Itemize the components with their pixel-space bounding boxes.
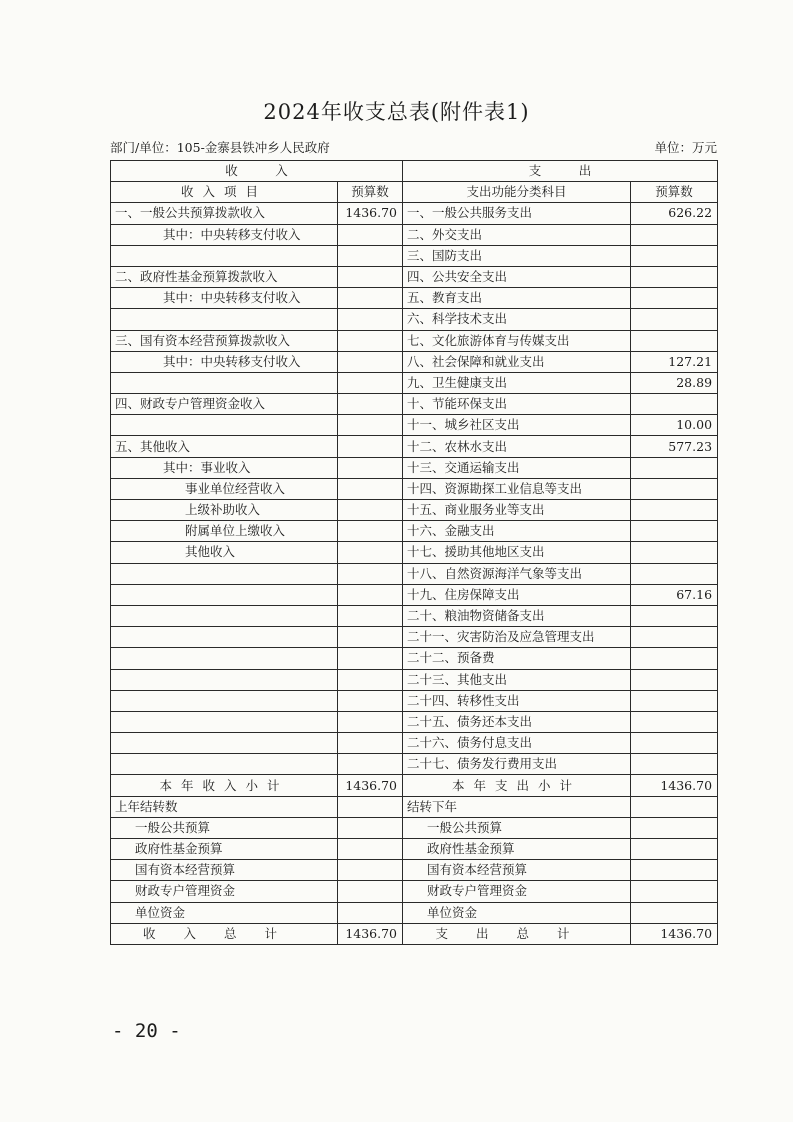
page-title: 2024年收支总表(附件表1) <box>263 100 530 124</box>
expense-subtotal-label: 本年支出小计 <box>403 775 631 796</box>
expense-item-cell: 十、节能环保支出 <box>403 394 631 415</box>
carry-in-value <box>338 839 403 860</box>
page-number: - 20 - <box>112 1020 181 1042</box>
table-row <box>111 648 718 669</box>
income-value-cell <box>338 288 403 309</box>
expense-budget-header: 预算数 <box>631 182 718 203</box>
carry-out-item: 单位资金 <box>403 902 631 923</box>
expense-item-cell: 二十、粮油物资储备支出 <box>403 605 631 626</box>
expense-item-cell: 四、公共安全支出 <box>403 266 631 287</box>
income-item-cell <box>111 563 338 584</box>
income-value-cell <box>338 309 403 330</box>
table-row <box>111 224 718 245</box>
expense-item-cell: 一、一般公共服务支出 <box>403 203 631 224</box>
expense-value-cell <box>631 288 718 309</box>
expense-value-cell: 626.22 <box>631 203 718 224</box>
expense-value-cell <box>631 711 718 732</box>
expense-item-cell: 六、科学技术支出 <box>403 309 631 330</box>
income-value-cell <box>338 627 403 648</box>
expense-value-cell <box>631 224 718 245</box>
expense-item-cell: 二十三、其他支出 <box>403 669 631 690</box>
expense-value-cell <box>631 245 718 266</box>
income-item-cell: 四、财政专户管理资金收入 <box>111 394 338 415</box>
expense-item-cell: 三、国防支出 <box>403 245 631 266</box>
carry-out-item: 国有资本经营预算 <box>403 860 631 881</box>
expense-value-cell <box>631 690 718 711</box>
carry-out-value <box>631 839 718 860</box>
carry-out-value <box>631 881 718 902</box>
expense-value-cell <box>631 563 718 584</box>
table-row <box>111 627 718 648</box>
expense-value-cell <box>631 627 718 648</box>
expense-item-cell: 八、社会保障和就业支出 <box>403 351 631 372</box>
expense-subtotal-value: 1436.70 <box>631 775 718 796</box>
table-row <box>111 690 718 711</box>
income-value-cell <box>338 690 403 711</box>
income-value-cell <box>338 733 403 754</box>
expense-value-cell <box>631 330 718 351</box>
income-value-cell <box>338 542 403 563</box>
carry-in-item: 国有资本经营预算 <box>111 860 338 881</box>
table-row <box>111 733 718 754</box>
income-subtotal-label: 本年收入小计 <box>111 775 338 796</box>
income-item-cell: 附属单位上缴收入 <box>111 521 338 542</box>
income-item-cell <box>111 733 338 754</box>
table-row <box>111 563 718 584</box>
income-item-cell: 事业单位经营收入 <box>111 478 338 499</box>
table-row <box>111 309 718 330</box>
table-row <box>111 711 718 732</box>
budget-summary-table <box>110 160 718 945</box>
carry-out-value <box>631 817 718 838</box>
table-row <box>111 500 718 521</box>
income-value-cell <box>338 648 403 669</box>
expense-value-cell <box>631 542 718 563</box>
income-item-cell: 其他收入 <box>111 542 338 563</box>
income-item-cell <box>111 627 338 648</box>
table-row <box>111 394 718 415</box>
income-value-cell <box>338 372 403 393</box>
carry-title-row <box>111 796 718 817</box>
expense-value-cell: 28.89 <box>631 372 718 393</box>
income-header: 收 入 <box>111 161 403 182</box>
table-row <box>111 457 718 478</box>
carry-out-item: 财政专户管理资金 <box>403 881 631 902</box>
carry-in-item: 财政专户管理资金 <box>111 881 338 902</box>
table-row <box>111 584 718 605</box>
expense-item-cell: 十五、商业服务业等支出 <box>403 500 631 521</box>
table-row <box>111 605 718 626</box>
income-item-cell <box>111 415 338 436</box>
table-row <box>111 266 718 287</box>
income-item-cell: 一、一般公共预算拨款收入 <box>111 203 338 224</box>
expense-value-cell <box>631 309 718 330</box>
expense-item-cell: 十四、资源勘探工业信息等支出 <box>403 478 631 499</box>
income-value-cell <box>338 436 403 457</box>
income-value-cell <box>338 711 403 732</box>
income-item-cell <box>111 584 338 605</box>
table-row <box>111 203 718 224</box>
income-item-cell: 其中：中央转移支付收入 <box>111 288 338 309</box>
expense-value-cell: 127.21 <box>631 351 718 372</box>
income-item-cell <box>111 648 338 669</box>
expense-value-cell <box>631 394 718 415</box>
expense-total-label: 支出总计 <box>403 923 631 944</box>
carry-out-value <box>631 902 718 923</box>
income-item-cell: 其中：事业收入 <box>111 457 338 478</box>
income-value-cell <box>338 669 403 690</box>
income-subtotal-value: 1436.70 <box>338 775 403 796</box>
expense-total-value: 1436.70 <box>631 923 718 944</box>
income-item-cell <box>111 754 338 775</box>
carry-in-value <box>338 881 403 902</box>
subtotal-row <box>111 775 718 796</box>
income-item-cell <box>111 690 338 711</box>
income-item-cell: 其中：中央转移支付收入 <box>111 224 338 245</box>
expense-item-header: 支出功能分类科目 <box>403 182 631 203</box>
unit-label: 单位：万元 <box>654 140 717 155</box>
expense-item-cell: 二十五、债务还本支出 <box>403 711 631 732</box>
table-row <box>111 478 718 499</box>
table-row <box>111 351 718 372</box>
income-item-cell <box>111 605 338 626</box>
carry-row <box>111 902 718 923</box>
income-item-cell: 上级补助收入 <box>111 500 338 521</box>
income-item-cell: 二、政府性基金预算拨款收入 <box>111 266 338 287</box>
income-value-cell <box>338 754 403 775</box>
carry-in-item: 政府性基金预算 <box>111 839 338 860</box>
income-item-cell <box>111 245 338 266</box>
expense-item-cell: 二十六、债务付息支出 <box>403 733 631 754</box>
expense-item-cell: 二十一、灾害防治及应急管理支出 <box>403 627 631 648</box>
income-value-cell <box>338 394 403 415</box>
carry-in-value <box>338 860 403 881</box>
income-value-cell <box>338 266 403 287</box>
department-label: 部门/单位：105-金寨县铁冲乡人民政府 <box>110 140 330 155</box>
expense-item-cell: 十二、农林水支出 <box>403 436 631 457</box>
table-row <box>111 754 718 775</box>
expense-value-cell <box>631 521 718 542</box>
carry-out-item: 政府性基金预算 <box>403 839 631 860</box>
carry-row <box>111 881 718 902</box>
expense-value-cell: 10.00 <box>631 415 718 436</box>
carry-row <box>111 839 718 860</box>
carry-row <box>111 817 718 838</box>
expense-item-cell: 二十四、转移性支出 <box>403 690 631 711</box>
table-row <box>111 372 718 393</box>
expense-item-cell: 七、文化旅游体育与传媒支出 <box>403 330 631 351</box>
income-value-cell <box>338 351 403 372</box>
carry-out-blank <box>631 796 718 817</box>
expense-item-cell: 二、外交支出 <box>403 224 631 245</box>
carry-in-item: 一般公共预算 <box>111 817 338 838</box>
income-value-cell <box>338 521 403 542</box>
expense-item-cell: 十六、金融支出 <box>403 521 631 542</box>
expense-value-cell <box>631 733 718 754</box>
income-value-cell <box>338 224 403 245</box>
income-item-cell: 其中：中央转移支付收入 <box>111 351 338 372</box>
expense-value-cell: 67.16 <box>631 584 718 605</box>
income-value-cell <box>338 415 403 436</box>
carry-row <box>111 860 718 881</box>
expense-item-cell: 十一、城乡社区支出 <box>403 415 631 436</box>
expense-item-cell: 十三、交通运输支出 <box>403 457 631 478</box>
expense-item-cell: 九、卫生健康支出 <box>403 372 631 393</box>
table-row <box>111 521 718 542</box>
expense-value-cell <box>631 266 718 287</box>
income-item-header: 收入项目 <box>111 182 338 203</box>
income-item-cell <box>111 309 338 330</box>
table-row <box>111 245 718 266</box>
expense-item-cell: 十七、援助其他地区支出 <box>403 542 631 563</box>
carry-in-value <box>338 902 403 923</box>
income-value-cell <box>338 605 403 626</box>
expense-header: 支 出 <box>403 161 718 182</box>
expense-value-cell <box>631 457 718 478</box>
income-total-label: 收入总计 <box>111 923 338 944</box>
carry-out-item: 一般公共预算 <box>403 817 631 838</box>
carry-in-blank <box>338 796 403 817</box>
income-value-cell: 1436.70 <box>338 203 403 224</box>
income-total-value: 1436.70 <box>338 923 403 944</box>
income-item-cell <box>111 711 338 732</box>
header-row-sub <box>111 182 718 203</box>
table-row <box>111 415 718 436</box>
income-item-cell <box>111 372 338 393</box>
income-item-cell <box>111 669 338 690</box>
carry-in-title: 上年结转数 <box>111 796 338 817</box>
income-value-cell <box>338 245 403 266</box>
income-budget-header: 预算数 <box>338 182 403 203</box>
carry-out-value <box>631 860 718 881</box>
income-value-cell <box>338 500 403 521</box>
expense-value-cell: 577.23 <box>631 436 718 457</box>
table-row <box>111 542 718 563</box>
expense-item-cell: 十九、住房保障支出 <box>403 584 631 605</box>
carry-out-title: 结转下年 <box>403 796 631 817</box>
table-row <box>111 288 718 309</box>
expense-value-cell <box>631 669 718 690</box>
income-value-cell <box>338 457 403 478</box>
income-item-cell: 三、国有资本经营预算拨款收入 <box>111 330 338 351</box>
expense-item-cell: 五、教育支出 <box>403 288 631 309</box>
expense-value-cell <box>631 605 718 626</box>
income-value-cell <box>338 478 403 499</box>
expense-item-cell: 二十七、债务发行费用支出 <box>403 754 631 775</box>
expense-item-cell: 二十二、预备费 <box>403 648 631 669</box>
income-value-cell <box>338 563 403 584</box>
income-item-cell: 五、其他收入 <box>111 436 338 457</box>
expense-value-cell <box>631 478 718 499</box>
total-row <box>111 923 718 944</box>
table-row <box>111 330 718 351</box>
carry-in-item: 单位资金 <box>111 902 338 923</box>
header-row-main <box>111 161 718 182</box>
expense-value-cell <box>631 648 718 669</box>
table-row <box>111 669 718 690</box>
table-row <box>111 436 718 457</box>
expense-value-cell <box>631 500 718 521</box>
income-value-cell <box>338 584 403 605</box>
income-value-cell <box>338 330 403 351</box>
expense-item-cell: 十八、自然资源海洋气象等支出 <box>403 563 631 584</box>
carry-in-value <box>338 817 403 838</box>
expense-value-cell <box>631 754 718 775</box>
